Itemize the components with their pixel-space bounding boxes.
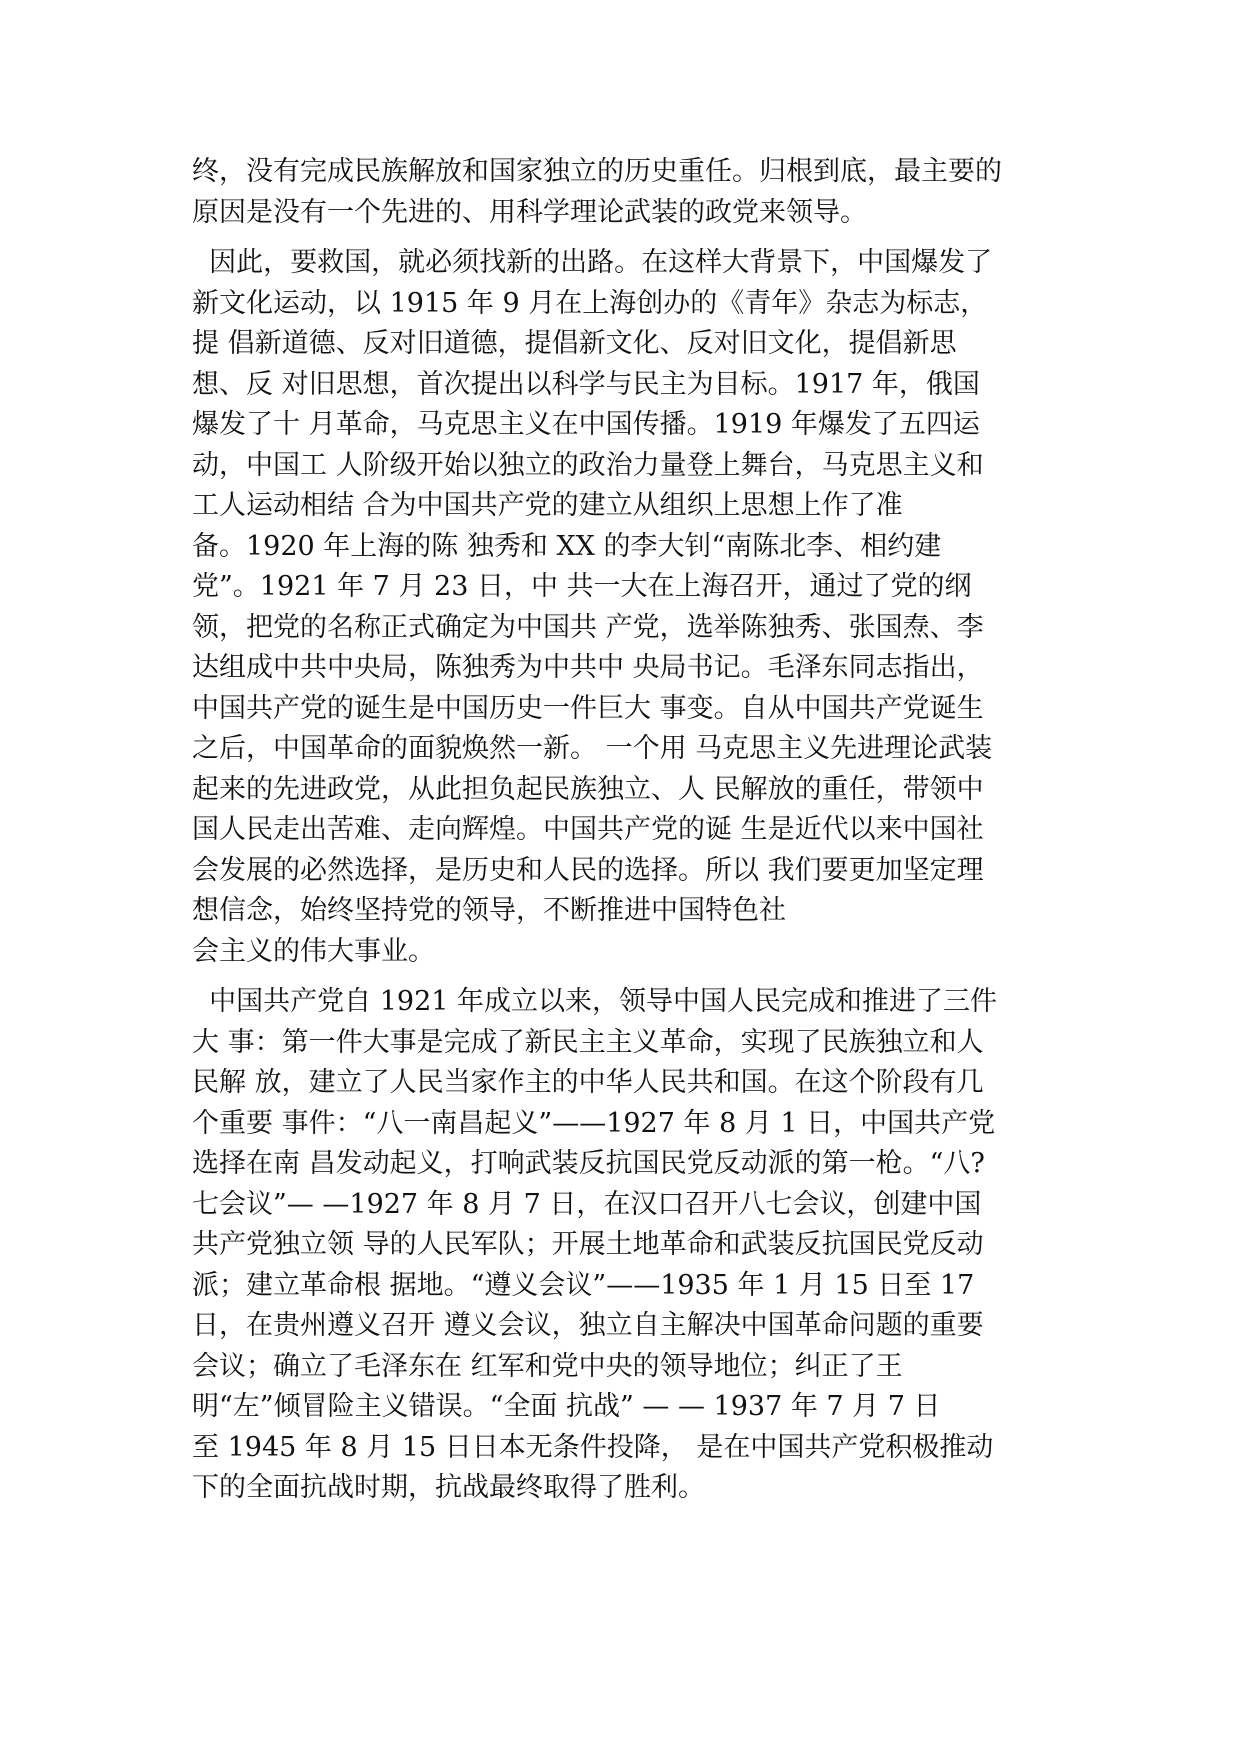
text-line: 中国共产党自 1921 年成立以来，领导中国人民完成和推进了三件 (192, 986, 998, 1017)
text-line: 之后，中国革命的面貌焕然一新。 一个用 马克思主义先进理论武装 (192, 733, 993, 764)
text-line: 日，在贵州遵义召开 遵义会议，独立自主解决中国革命问题的重要 (192, 1310, 984, 1341)
text-line: 想信念，始终坚持党的领导，不断推进中国特色社 (192, 895, 786, 926)
text-line: 因此，要救国，就必须找新的出路。在这样大背景下，中国爆发了 (192, 247, 993, 278)
paragraph (192, 152, 1072, 233)
text-line: 大 事：第一件大事是完成了新民主主义革命，实现了民族独立和人 (192, 1026, 984, 1058)
text-line: 新文化运动，以 1915 年 9 月在上海创办的《青年》杂志为标志， (192, 287, 988, 319)
body-text (192, 152, 1072, 1519)
text-line: 共产党独立领 导的人民军队；开展土地革命和武装反抗国民党反动 (192, 1229, 984, 1260)
text-line: 领，把党的名称正式确定为中国共 产党，选举陈独秀、张国焘、李 (192, 611, 984, 643)
text-line: 至 1945 年 8 月 15 日日本无条件投降， 是在中国共产党积极推动 (192, 1431, 994, 1463)
text-line: 原因是没有一个先进的、用科学理论武装的政党来领导。 (192, 196, 867, 228)
text-line: 爆发了十 月革命，马克思主义在中国传播。1919 年爆发了五四运 (192, 409, 980, 440)
text-line: 中国共产党的诞生是中国历史一件巨大 事变。自从中国共产党诞生 (192, 692, 984, 724)
text-line: 动，中国工 人阶级开始以独立的政治力量登上舞台，马克思主义和 (192, 449, 984, 481)
text-line: 起来的先进政党，从此担负起民族独立、人 民解放的重任，带领中 (192, 773, 984, 805)
text-line: 民解 放，建立了人民当家作主的中华人民共和国。在这个阶段有几 (192, 1067, 984, 1098)
paragraph (192, 243, 1072, 972)
text-line: 派；建立革命根 据地。“遵义会议”——1935 年 1 月 15 日至 17 (192, 1269, 975, 1301)
text-line: 党”。1921 年 7 月 23 日，中 共一大在上海召开，通过了党的纲 (192, 571, 972, 602)
text-line: 终，没有完成民族解放和国家独立的历史重任。归根到底，最主要的 (192, 156, 1002, 187)
text-line: 个重要 事件：“八一南昌起义”——1927 年 8 月 1 日，中国共产党 (192, 1107, 996, 1139)
text-line: 达组成中共中央局，陈独秀为中共中 央局书记。毛泽东同志指出， (192, 652, 984, 683)
text-line: 选择在南 昌发动起义，打响武装反抗国民党反动派的第一枪。“八? (192, 1148, 985, 1179)
text-line: 会发展的必然选择，是历史和人民的选择。所以 我们要更加坚定理 (192, 854, 984, 886)
text-line: 明“左”倾冒险主义错误。“全面 抗战” — — 1937 年 7 月 7 日 (192, 1391, 941, 1422)
text-line: 国人民走出苦难、走向辉煌。中国共产党的诞 生是近代以来中国社 (192, 814, 984, 845)
paragraph (192, 982, 1072, 1509)
text-line: 会议；确立了毛泽东在 红军和党中央的领导地位；纠正了王 (192, 1350, 903, 1382)
text-line: 备。1920 年上海的陈 独秀和 XX 的李大钊“南陈北李、相约建 (192, 530, 942, 562)
text-line: 工人运动相结 合为中国共产党的建立从组织上思想上作了准 (192, 490, 903, 521)
text-line: 七会议”— —1927 年 8 月 7 日，在汉口召开八七会议，创建中国 (192, 1188, 982, 1220)
text-line: 会主义的伟大事业。 (192, 935, 435, 967)
text-line: 下的全面抗战时期，抗战最终取得了胜利。 (192, 1472, 705, 1503)
text-line: 想、反 对旧思想，首次提出以科学与民主为目标。1917 年，俄国 (192, 368, 980, 400)
text-line: 提 倡新道德、反对旧道德，提倡新文化、反对旧文化，提倡新思 (192, 328, 957, 359)
